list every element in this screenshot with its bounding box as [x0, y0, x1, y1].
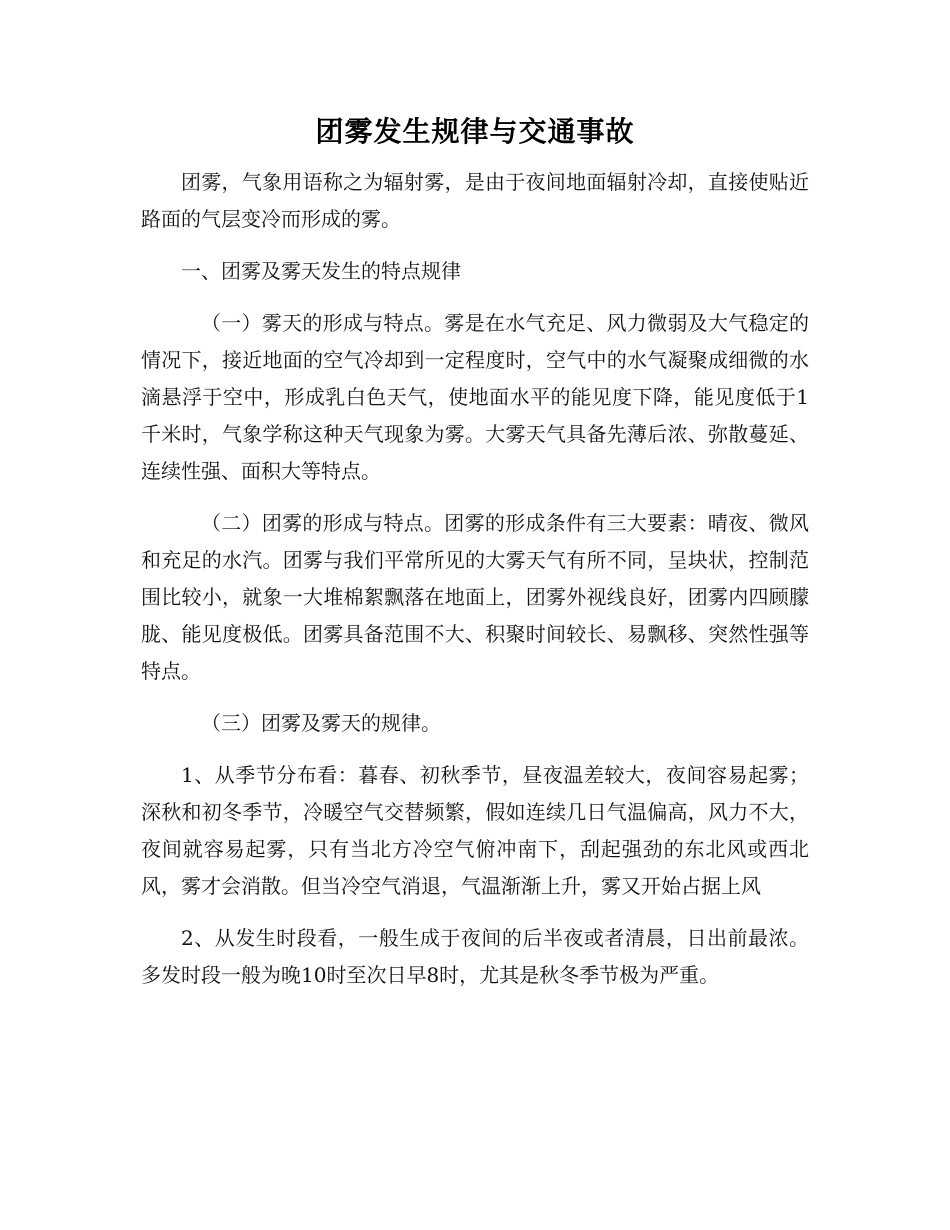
- document-body: [141, 164, 809, 1009]
- paragraph-seasonal-distribution: 1、从季节分布看：暮春、初秋季节，昼夜温差较大，夜间容易起雾；深秋和初冬季节，冷暖空气交替频繁，假如连续几日气温偏高，风力不大，夜间就容易起雾，只有当北方冷空气俯冲南下，刮起强劲的东北风或西北风，雾才会消散。但当冷空气消退，气温渐渐上升，雾又开始占据上风: [141, 763, 809, 898]
- paragraph-fog-patterns-heading: （三）团雾及雾天的规律。: [201, 711, 441, 735]
- paragraph-patch-fog-formation: （二）团雾的形成与特点。团雾的形成条件有三大要素：晴夜、微风和充足的水汽。团雾与我们平常所见的大雾天气有所不同，呈块状，控制范围比较小，就象一大堆棉絮飘落在地面上，团雾外视线良好，团雾内四顾朦胧、能见度极低。团雾具备范围不大、积聚时间较长、易飘移、突然性强等特点。: [141, 511, 809, 683]
- document-title: 团雾发生规律与交通事故: [315, 115, 635, 148]
- paragraph-intro: 团雾，气象用语称之为辐射雾，是由于夜间地面辐射冷却，直接使贴近路面的气层变冷而形成的雾。: [141, 170, 809, 231]
- section-heading-1: 一、团雾及雾天发生的特点规律: [181, 259, 461, 283]
- paragraph-time-period: 2、从发生时段看，一般生成于夜间的后半夜或者清晨，日出前最浓。多发时段一般为晚10时至次日早8时，尤其是秋冬季节极为严重。: [141, 926, 809, 987]
- paragraph-fog-formation: （一）雾天的形成与特点。雾是在水气充足、风力微弱及大气稳定的情况下，接近地面的空气冷却到一定程度时，空气中的水气凝聚成细微的水滴悬浮于空中，形成乳白色天气，使地面水平的能见度下降，能见度低于1千米时，气象学称这种天气现象为雾。大雾天气具备先薄后浓、弥散蔓延、连续性强、面积大等特点。: [141, 311, 809, 483]
